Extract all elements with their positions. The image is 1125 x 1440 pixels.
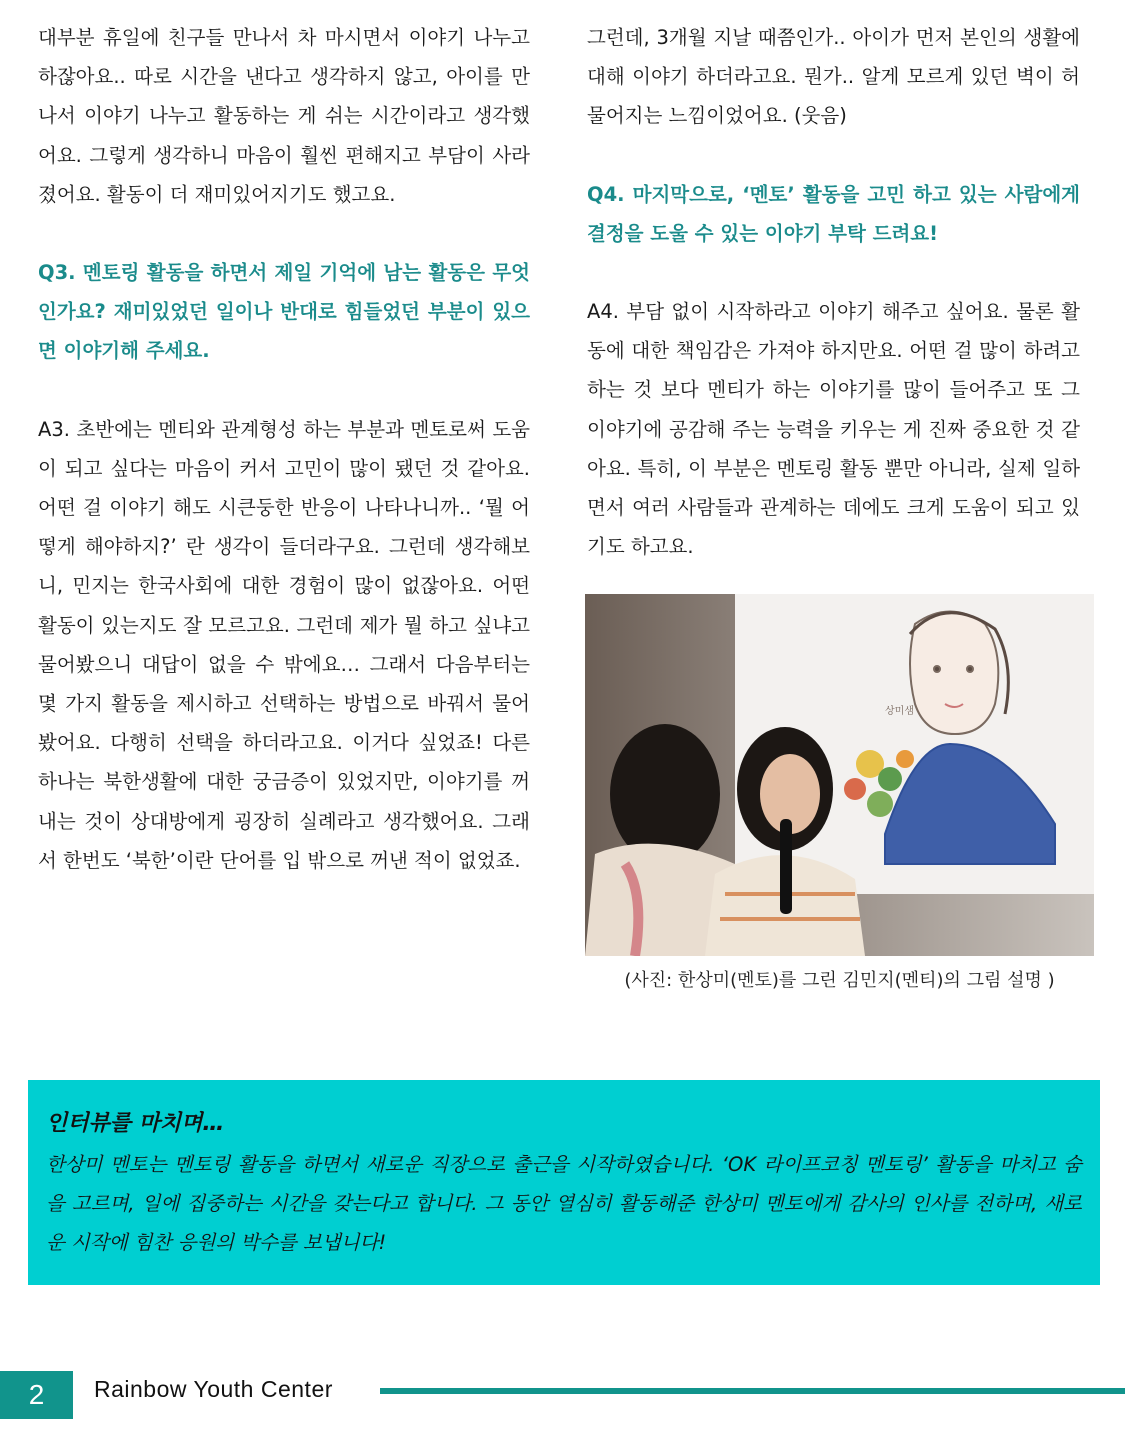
question-3: Q3. 멘토링 활동을 하면서 제일 기억에 남는 활동은 무엇인가요? 재미있었던 일이나 반대로 힘들었던 부분이 있으면 이야기해 주세요. (38, 261, 530, 363)
presentation-photo (585, 594, 1094, 956)
drawing-signature: 상미샘 (885, 706, 914, 717)
closing-text: 한상미 멘토는 멘토링 활동을 하면서 새로운 직장으로 출근을 시작하였습니다. ‘OK 라이프코칭 멘토링’ 활동을 마치고 숨을 고르며, 일에 집중하는 시간을 갖는다고 합니다. 그 동안 열심히 활동해준 한상미 멘토에게 감사의 인사를 전하며, 새로운 시작에 힘찬 응원의 박수를 보냅니다! (46, 1153, 1082, 1254)
question-4: Q4. 마지막으로, ‘멘토’ 활동을 고민 하고 있는 사람에게 결정을 도울 수 있는 이야기 부탁 드려요! (587, 182, 1080, 245)
footer-org-name: Rainbow Youth Center (94, 1376, 333, 1402)
answer-3: A3. 초반에는 멘티와 관계형성 하는 부분과 멘토로써 도움이 되고 싶다는 마음이 커서 고민이 많이 됐던 것 같아요. 어떤 걸 이야기 해도 시큰둥한 반응이 나타나니까.. ‘뭘 어떻게 해야하지?’ 란 생각이 들더라구요. 그런데 생각해보니, 민지는 한국사회에 대한 경험이 많이 없잖아요. 어떤 활동이 있는지도 잘 모르고요. 그런데 제가 뭘 하고 싶냐고 물어봤으니 대답이 없을 수 밖에요… 그래서 다음부터는 몇 가지 활동을 제시하고 선택하는 방법으로 바꿔서 물어봤어요. 다행히 선택을 하더라고요. 이거다 싶었죠! 다른 하나는 북한생활에 대한 궁금증이 있었지만, 이야기를 꺼내는 것이 상대방에게 굉장히 실례라고 생각했어요. 그래서 한번도 ‘북한’이란 단어를 입 밖으로 꺼낸 적이 없었죠. (38, 417, 530, 872)
page-number: 2 (0, 1371, 73, 1419)
photo-illustration (585, 594, 1094, 956)
left-column (38, 18, 530, 880)
microphone (780, 819, 792, 914)
answer-4: A4. 부담 없이 시작하라고 이야기 해주고 싶어요. 물론 활동에 대한 책임감은 가져야 하지만요. 어떤 걸 많이 하려고 하는 것 보다 멘티가 하는 이야기를 많이 들어주고 또 그 이야기에 공감해 주는 능력을 키우는 게 진짜 중요한 것 같아요. 특히, 이 부분은 멘토링 활동 뿐만 아니라, 실제 일하면서 여러 사람들과 관계하는 데에도 크게 도움이 되고 있기도 하고요. (587, 300, 1080, 559)
intro-answer-text: 대부분 휴일에 친구들 만나서 차 마시면서 이야기 나누고 하잖아요.. 따로 시간을 낸다고 생각하지 않고, 아이를 만나서 이야기 나누고 활동하는 게 쉬는 시간이라고 생각했어요. 그렇게 생각하니 마음이 훨씬 편해지고 부담이 사라졌어요. 활동이 더 재미있어지기도 했고요. (38, 26, 530, 206)
closing-box (28, 1080, 1100, 1285)
photo-caption: (사진: 한상미(멘토)를 그린 김민지(멘티)의 그림 설명 ) (624, 970, 1055, 991)
answer-3-continued: 그런데, 3개월 지날 때쯤인가.. 아이가 먼저 본인의 생활에 대해 이야기 하더라고요. 뭔가.. 알게 모르게 있던 벽이 허물어지는 느낌이었어요. (웃음) (587, 26, 1080, 128)
right-column (587, 18, 1080, 566)
footer-divider (380, 1388, 1125, 1394)
closing-title: 인터뷰를 마치며… (46, 1111, 225, 1136)
